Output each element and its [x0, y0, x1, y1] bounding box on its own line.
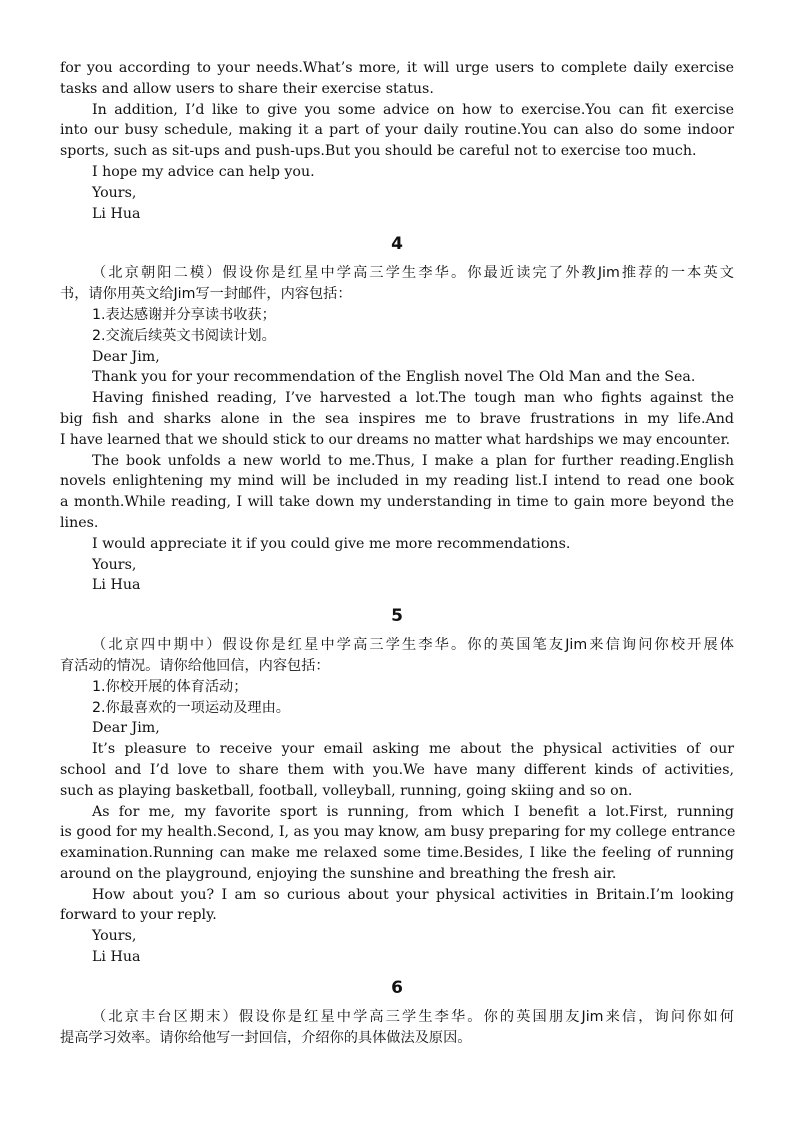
question-prompt: （北京朝阳二模）假设你是红星中学高三学生李华。你最近读完了外教Jim推荐的一本英文 [92, 265, 734, 282]
paragraph-line: lines. [60, 514, 99, 531]
paragraph-line: around on the playground, enjoying the sunshine and breathing the fresh air. [60, 865, 617, 882]
letter-greeting: Dear Jim, [92, 720, 160, 737]
paragraph-line: novels enlightening my mind will be included in my reading list.I intend to read one book [60, 473, 734, 490]
question-number: 5 [391, 606, 403, 627]
question-prompt: 提高学习效率。请你给他写一封回信，介绍你的具体做法及原因。 [60, 1029, 472, 1046]
question-4 [60, 263, 734, 596]
question-prompt: 书，请你用英文给Jim写一封邮件，内容包括： [60, 286, 352, 303]
paragraph-line: a month.While reading, I will take down my understanding in time to gain more beyond the [60, 494, 734, 511]
question-prompt: （北京丰台区期末）假设你是红星中学高三学生李华。你的英国朋友Jim来信，询问你如何 [92, 1008, 734, 1025]
question-prompt: 育活动的情况。请你给他回信，内容包括： [60, 657, 330, 674]
paragraph-line: examination.Running can make me relaxed some time.Besides, I like the feeling of running [60, 845, 734, 862]
paragraph-line: I hope my advice can help you. [92, 163, 315, 180]
paragraph-line: I have learned that we should stick to our dreams no matter what hardships we may encounter. [60, 431, 731, 448]
question-prompt: （北京四中期中）假设你是红星中学高三学生李华。你的英国笔友Jim来信询问你校开展体 [92, 637, 734, 654]
paragraph-line: tasks and allow users to share their exercise status. [60, 80, 434, 97]
letter-closing: Yours, [92, 184, 137, 201]
letter-closing: Yours, [92, 556, 137, 573]
paragraph-line: I would appreciate it if you could give me more recommendations. [92, 535, 571, 552]
letter-signature: Li Hua [92, 205, 141, 222]
paragraph-line: It’s pleasure to receive your email asking me about the physical activities of our [92, 741, 734, 758]
letter-signature: Li Hua [92, 949, 141, 966]
paragraph-line: such as playing basketball, football, volleyball, running, going skiing and so on. [60, 782, 633, 799]
paragraph-line: The book unfolds a new world to me.Thus, I make a plan for further reading.English [92, 452, 734, 469]
letter-closing: Yours, [92, 928, 137, 945]
paragraph-line: school and I’d love to share them with you.We have many different kinds of activities, [60, 761, 734, 778]
question-number: 4 [391, 234, 403, 255]
requirement-item: 1.你校开展的体育活动； [92, 678, 248, 695]
letter-signature: Li Hua [92, 577, 141, 594]
question-5 [60, 635, 734, 968]
paragraph-line: Thank you for your recommendation of the English novel The Old Man and the Sea. [92, 369, 696, 386]
letter-greeting: Dear Jim, [92, 348, 160, 365]
paragraph-line: for you according to your needs.What’s more, it will urge users to complete daily exercise [60, 60, 734, 76]
paragraph-line: How about you? I am so curious about your physical activities in Britain.I’m looking [92, 886, 734, 903]
paragraph-line: forward to your reply. [60, 907, 217, 924]
paragraph-line: As for me, my favorite sport is running, from which I benefit a lot.First, running [92, 803, 734, 820]
requirement-item: 2.交流后续英文书阅读计划。 [92, 327, 276, 344]
paragraph-line: into our busy schedule, making it a part of your daily routine.You can also do some indoor [60, 122, 734, 139]
paragraph-line: is good for my health.Second, I, as you may know, am busy preparing for my college entrance [60, 824, 736, 841]
paragraph-line: big fish and sharks alone in the sea inspires me to brave frustrations in my life.And [60, 410, 734, 427]
intro-letter [60, 58, 734, 224]
document-page [60, 58, 734, 1048]
question-6 [60, 1007, 734, 1049]
requirement-item: 1.表达感谢并分享读书收获； [92, 306, 276, 323]
paragraph-line: Having finished reading, I’ve harvested a lot.The tough man who fights against the [92, 390, 734, 407]
paragraph-line: sports, such as sit-ups and push-ups.But you should be careful not to exercise too much. [60, 143, 697, 160]
paragraph-line: In addition, I’d like to give you some advice on how to exercise.You can fit exercise [92, 101, 734, 118]
question-number: 6 [391, 977, 403, 998]
requirement-item: 2.你最喜欢的一项运动及理由。 [92, 699, 290, 716]
